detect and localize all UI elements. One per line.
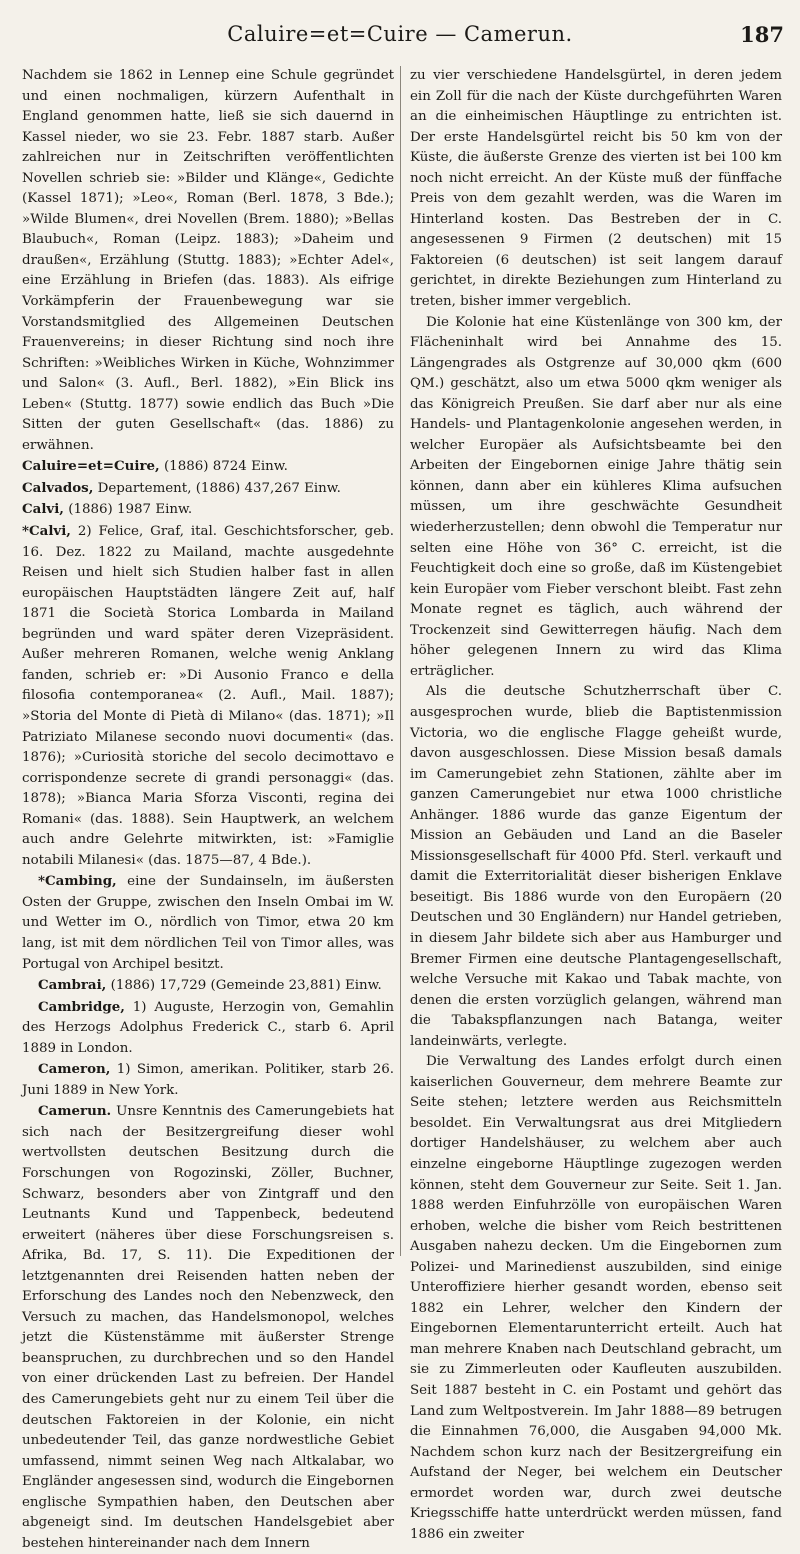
running-title: Caluire=et=Cuire — Camerun. bbox=[227, 22, 573, 46]
entry-headword: Cambrai, bbox=[38, 977, 107, 994]
text-paragraph bbox=[22, 1101, 394, 1554]
entry-text: eine der Sundainseln, im äußersten Osten der Gruppe, zwischen den Inseln Ombai im W. und Wetter im O., nördlich von Timor, etwa 20 km lang, ist mit dem nördlichen Teil von Timor alles, was Portugal von Archipel besitzt. bbox=[22, 874, 395, 972]
entry-headword: *Cambing, bbox=[38, 873, 117, 890]
text-paragraph bbox=[22, 66, 394, 456]
entry-text: 1) Simon, amerikan. Politiker, starb 26. Juni 1889 in New York. bbox=[22, 1062, 394, 1098]
text-paragraph bbox=[22, 1059, 394, 1101]
entry-text: Als die deutsche Schutzherrschaft über C. ausgesprochen wurde, blieb die Baptistenmission Victoria, wo die englische Flagge geheißt wurde, davon ausgeschlossen. Diese Mission besaß damals im Camerungebiet zehn Stationen, zählte aber im ganzen Camerungebiet nur etwa 1000 christliche Anhänger. 1886 wurde das ganze Eigentum der Mission an Gebäuden und Land an die Baseler Missionsgesellschaft für 4000 Pfd. Sterl. verkauft und damit die Exterritorialität dieser bisherigen Enklave beseitigt. Bis 1886 wurde von den Europäern (20 Deutschen und 30 Engländern) nur Handel getrieben, in diesem Jahr bildete sich aber aus Hamburger und Bremer Firmen eine deutsche Plantagengesellschaft, welche Versuche mit Kakao und Tabak machte, von denen die ersten vorzüglich gelangen, während man die Tabakspflanzungen nach Batanga, weiter landeinwärts, verlegte. bbox=[410, 684, 782, 1049]
text-paragraph bbox=[22, 478, 394, 500]
entry-text: Nachdem sie 1862 in Lennep eine Schule gegründet und einen nochmaligen, kürzern Aufenthalt in England genommen hatte, ließ sie sich dauernd in Kassel nieder, wo sie 23. Febr. 1887 starb. Außer zahlreichen nur in Zeitschriften veröffentlichten Novellen schrieb sie: »Bilder und Klänge«, Gedichte (Kassel 1871); »Leo«, Roman (Berl. 1878, 3 Bde.); »Wilde Blumen«, drei Novellen (Brem. 1880); »Bellas Blaubuch«, Roman (Leipz. 1883); »Daheim und draußen«, Erzählung (Stuttg. 1883); »Echter Adel«, eine Erzählung in Briefen (das. 1883). Als eifrige Vorkämpferin der Frauenbewegung war sie Vorstandsmitglied des Allgemeinen Deutschen Frauenvereins; in dieser Richtung sind noch ihre Schriften: »Weibliches Wirken in Küche, Wohnzimmer und Salon« (3. Aufl., Berl. 1882), »Ein Blick ins Leben« (Stuttg. 1877) sowie endlich das Buch »Die Sitten der guten Gesellschaft« (das. 1886) zu erwähnen. bbox=[22, 68, 394, 453]
entry-text: 2) Felice, Graf, ital. Geschichtsforscher, geb. 16. Dez. 1822 zu Mailand, machte ausgedehnte Reisen und hielt sich Studien halber fast in allen europäischen Hauptstädten längere Zeit auf, half 1871 die Società Storica Lombarda in Mailand begründen und ward später deren Vizepräsident. Außer mehreren Romanen, welche wenig Anklang fanden, schrieb er: »Di Ausonio Franco e della filosofia contemporanea« (2. Aufl., Mail. 1887); »Storia del Monte di Pietà di Milano« (das. 1871); »Il Patriziato Milanese secondo nuovi documenti« (das. 1876); »Curiosità storiche del secolo decimottavo e corrispondenze secrete di grandi personaggi« (das. 1878); »Bianca Maria Sforza Visconti, regina dei Romani« (das. 1888). Sein Hauptwerk, an welchem auch andre Gelehrte mitwirkten, ist: »Famiglie notabili Milanesi« (das. 1875—87, 4 Bde.). bbox=[22, 524, 394, 868]
text-paragraph bbox=[410, 66, 782, 313]
entry-headword: *Calvi, bbox=[22, 523, 71, 540]
text-paragraph bbox=[410, 682, 782, 1052]
entry-headword: Cambridge, bbox=[38, 998, 125, 1015]
entry-headword: Camerun. bbox=[38, 1103, 112, 1120]
text-paragraph bbox=[410, 313, 782, 683]
entry-text: Departement, (1886) 437,267 Einw. bbox=[97, 480, 341, 496]
entry-text: Die Kolonie hat eine Küstenlänge von 300 km, der Flächeninhalt wird bei Annahme des 15. Längengrades als Ostgrenze auf 30,000 qkm (600 QM.) geschätzt, also um etwa 5000 qkm weniger als das Königreich Preußen. Sie darf aber nur als eine Handels- und Plantagenkolonie angesehen werden, in welcher Europäer als Aufsichtsbeamte bei den Arbeiten der Eingebornen einige Jahre thätig sein können, dann aber ein kühleres Klima aufsuchen müssen, um ihre geschwächte Gesundheit wiederherzustellen; denn obwohl die Temperatur nur selten eine Höhe von 36° C. erreicht, ist die Feuchtigkeit doch eine so große, daß im Küstengebiet kein Europäer vom Fieber verschont bleibt. Fast zehn Monate regnet es täglich, auch während der Trockenzeit sind Gewitterregen häufig. Nach dem höher gelegenen Innern zu wird das Klima erträglicher. bbox=[410, 314, 782, 679]
text-paragraph bbox=[22, 521, 394, 871]
text-paragraph bbox=[22, 975, 394, 997]
page-header bbox=[0, 22, 800, 58]
entry-text: (1886) 17,729 (Gemeinde 23,881) Einw. bbox=[110, 978, 382, 994]
text-paragraph bbox=[22, 871, 394, 975]
page-number: 187 bbox=[740, 22, 784, 47]
right-text-column bbox=[410, 66, 782, 1545]
entry-headword: Caluire=et=Cuire, bbox=[22, 458, 160, 475]
text-paragraph bbox=[22, 499, 394, 521]
text-paragraph bbox=[22, 997, 394, 1060]
entry-text: (1886) 8724 Einw. bbox=[163, 459, 288, 475]
text-paragraph bbox=[22, 456, 394, 478]
entry-text: Die Verwaltung des Landes erfolgt durch einen kaiserlichen Gouverneur, dem mehrere Beamte zur Seite stehen; letztere werden aus Reichsmitteln besoldet. Ein Verwaltungsrat aus drei Mitgliedern dortiger Handelshäuser, zu welchem aber auch einzelne eingeborne Häuptlinge zugezogen werden können, steht dem Gouverneur zur Seite. Seit 1. Jan. 1888 werden Einfuhrzölle von europäischen Waren erhoben, welche die bisher vom Reich bestrittenen Ausgaben nahezu decken. Um die Eingebornen zum Polizei- und Marinedienst auszubilden, sind einige Unteroffiziere hierher gesandt worden, ebenso seit 1882 ein Lehrer, welcher den Kindern der Eingebornen Elementarunterricht erteilt. Auch hat man mehrere Knaben nach Deutschland gebracht, um sie zu Zimmerleuten oder Kaufleuten auszubilden. Seit 1887 besteht in C. ein Postamt und gehört das Land zum Weltpostverein. Im Jahr 1888—89 betrugen die Einnahmen 76,000, die Ausgaben 94,000 Mk. Nachdem schon kurz nach der Besitzergreifung ein Aufstand der Neger, bei welchem ein Deutscher ermordet worden war, durch zwei deutsche Kriegsschiffe hatte unterdrückt werden müssen, fand 1886 ein zweiter bbox=[410, 1054, 782, 1542]
entry-text: zu vier verschiedene Handelsgürtel, in deren jedem ein Zoll für die nach der Küste durchgeführten Waren an die einheimischen Häuptlinge zu entrichten ist. Der erste Handelsgürtel reicht bis 50 km von der Küste, die äußerste Grenze des vierten ist bei 100 km noch nicht erreicht. An der Küste muß der fünffache Preis von dem gezahlt werden, was die Waren im Hinterland kosten. Das Bestreben der in C. angesessenen 9 Firmen (2 deutschen) mit 15 Faktoreien (6 deutschen) ist seit langem darauf gerichtet, in direkte Beziehungen zum Hinterland zu treten, bisher immer vergeblich. bbox=[410, 68, 782, 310]
text-paragraph bbox=[410, 1052, 782, 1545]
entry-text: Unsre Kenntnis des Camerungebiets hat sich nach der Besitzergreifung dieser wohl wertvollsten deutschen Besitzung durch die Forschungen von Rogozinski, Zöller, Buchner, Schwarz, besonders aber von Zintgraff und den Leutnants Kund und Tappenbeck, bedeutend erweitert (näheres über diese Forschungsreisen s. Afrika, Bd. 17, S. 11). Die Expeditionen der letztgenannten drei Reisenden hatten neben der Erforschung des Landes noch den Nebenzweck, den Versuch zu machen, das Handelsmonopol, welches jetzt die Küstenstämme mit äußerster Strenge beanspruchen, zu durchbrechen und so den Handel von einer drückenden Last zu befreien. Der Handel des Camerungebiets geht nur zu einem Teil über die deutschen Faktoreien in der Kolonie, ein nicht unbedeutender Teil, das ganze nordwestliche Gebiet umfassend, nimmt seinen Weg nach Altkalabar, wo Engländer angesessen sind, wodurch die Eingebornen englische Sympathien haben, den Deutschen aber abgeneigt sind. Im deutschen Handelsgebiet aber bestehen hintereinander nach dem Innern bbox=[22, 1104, 395, 1551]
column-divider bbox=[400, 66, 401, 1256]
left-text-column bbox=[22, 66, 394, 1554]
entry-headword: Cameron, bbox=[38, 1061, 111, 1078]
entry-headword: Calvi, bbox=[22, 501, 64, 518]
entry-text: (1886) 1987 Einw. bbox=[68, 502, 193, 518]
entry-headword: Calvados, bbox=[22, 479, 94, 496]
entry-text: 1) Auguste, Herzogin von, Gemahlin des Herzogs Adolphus Frederick C., starb 6. April 1889 in London. bbox=[22, 999, 394, 1056]
